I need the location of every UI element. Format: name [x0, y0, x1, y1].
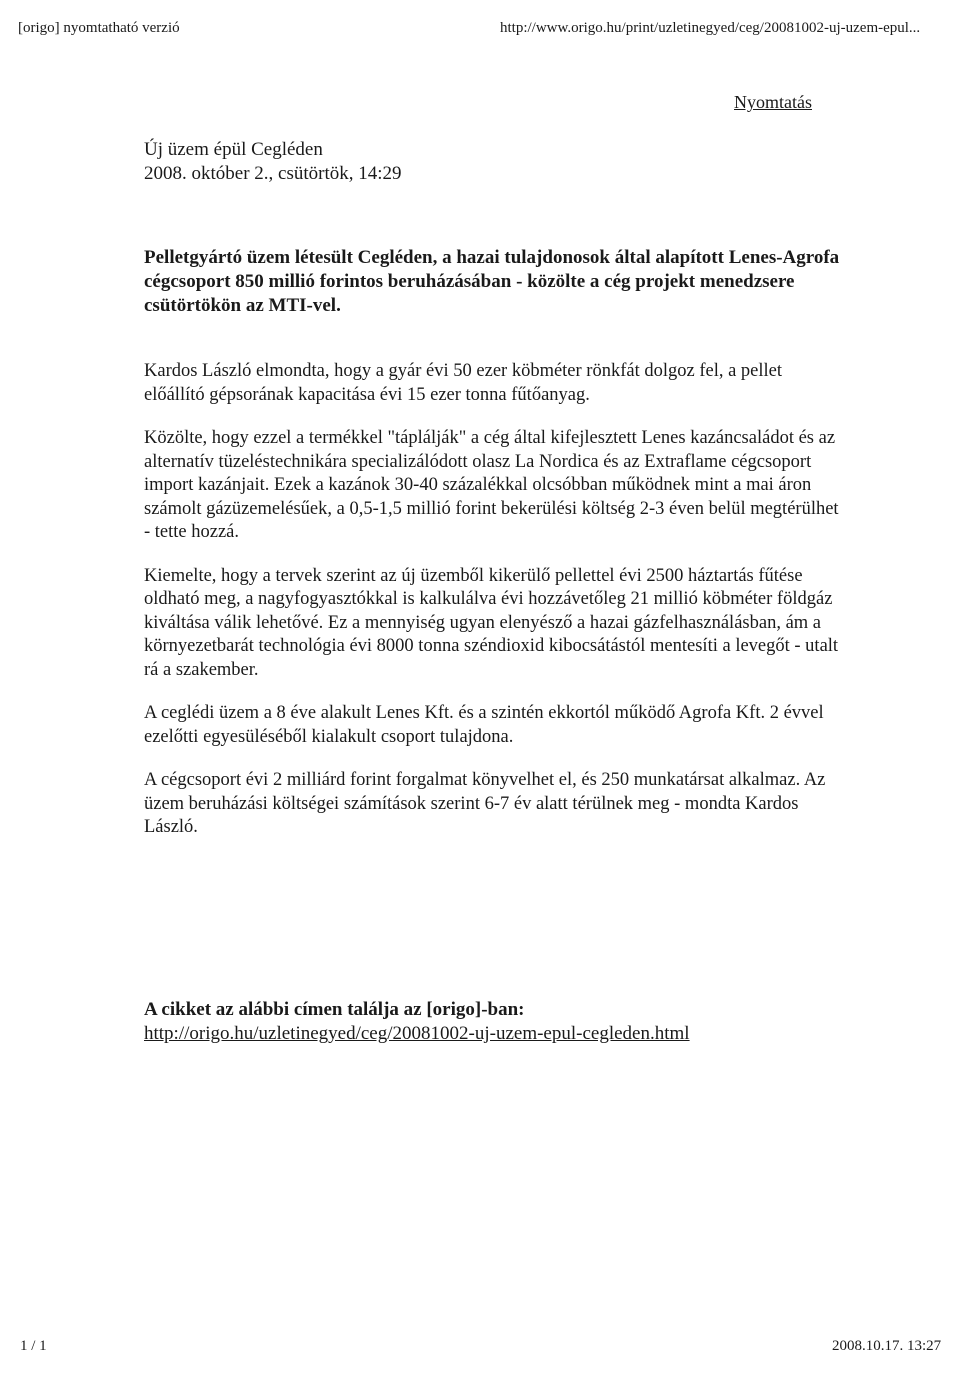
- print-link[interactable]: Nyomtatás: [734, 92, 812, 112]
- source-block: [144, 998, 864, 1046]
- page-number: 1 / 1: [20, 1338, 47, 1354]
- header-site-label: [origo] nyomtatható verzió: [18, 20, 180, 36]
- article-paragraph: A cégcsoport évi 2 milliárd forint forgalmat könyvelhet el, és 250 munkatársat alkalmaz. Az üzem beruházási költségei számítások szerint 6-7 év alatt térülnek meg - mondta Kardos László.: [144, 770, 826, 837]
- header-url: http://www.origo.hu/print/uzletinegyed/ceg/20081002-uj-uzem-epul...: [500, 20, 921, 36]
- source-label: A cikket az alábbi címen találja az [origo]-ban:: [144, 999, 525, 1020]
- article: [144, 138, 844, 840]
- article-date: 2008. október 2., csütörtök, 14:29: [144, 163, 402, 184]
- print-timestamp: 2008.10.17. 13:27: [832, 1338, 942, 1354]
- source-url-link[interactable]: http://origo.hu/uzletinegyed/ceg/20081002-uj-uzem-epul-cegleden.html: [144, 1023, 690, 1044]
- article-paragraph: Kiemelte, hogy a tervek szerint az új üzemből kikerülő pellettel évi 2500 háztartás fűtése oldható meg, a nagyfogyasztókkal is kalkulálva évi hozzávetőleg 21 millió köbméter földgáz kiváltása válik lehetővé. Ez a mennyiség ugyan elenyésző a hazai gázfelhasználásban, ám a környezetbarát technológia évi 8000 tonna széndioxid kibocsátástól mentesíti a levegőt - utalt rá a szakember.: [144, 565, 839, 680]
- article-header: [144, 138, 844, 186]
- article-paragraph: Közölte, hogy ezzel a termékkel "táplálják" a cég által kifejlesztett Lenes kazáncsaládot és az alternatív tüzeléstechnikára specializálódott olasz La Nordica és az Extraflame cégcsoport import kazánjait. Ezek a kazánok 30-40 százalékkal olcsóbban működnek mint a mai áron számolt gázüzemelésűek, a 0,5-1,5 millió forint bekerülési költség 2-3 éven belül megtérülhet - tette hozzá.: [144, 428, 839, 542]
- article-title: Új üzem épül Cegléden: [144, 139, 323, 160]
- article-lead: Pelletgyártó üzem létesült Cegléden, a hazai tulajdonosok által alapított Lenes-Agrofa cégcsoport 850 millió forintos beruházásában - közölte a cég projekt menedzsere csütörtökön az MTI-vel.: [144, 247, 840, 316]
- article-paragraph: Kardos László elmondta, hogy a gyár évi 50 ezer köbméter rönkfát dolgoz fel, a pellet előállító gépsorának kapacitása évi 15 ezer tonna fűtőanyag.: [144, 361, 783, 405]
- article-paragraph: A ceglédi üzem a 8 éve alakult Lenes Kft. és a szintén ekkortól működő Agrofa Kft. 2 évvel ezelőtti egyesüléséből kialakult csoport tulajdona.: [144, 703, 824, 747]
